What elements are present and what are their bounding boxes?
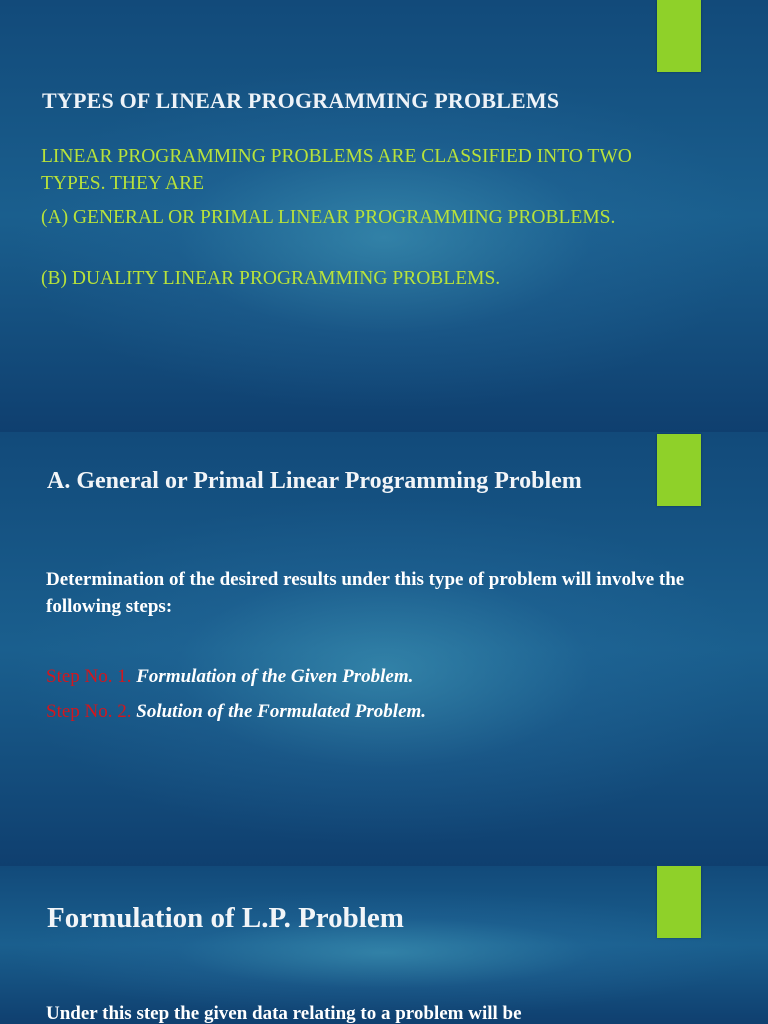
- step-1-text: Formulation of the Given Problem.: [131, 666, 414, 687]
- type-a-item: (A) GENERAL OR PRIMAL LINEAR PROGRAMMING PROBLEMS.: [41, 207, 616, 228]
- slide-general-primal-lp: [0, 432, 768, 866]
- accent-bar: [657, 0, 701, 72]
- slide-formulation-lp: [0, 866, 768, 1024]
- slide-title: A. General or Primal Linear Programming Problem: [47, 468, 582, 494]
- slide-types-of-lp: [0, 0, 768, 432]
- classification-intro: LINEAR PROGRAMMING PROBLEMS ARE CLASSIFIED INTO TWO TYPES. THEY ARE: [41, 146, 632, 194]
- step-2-label: Step No. 2.: [46, 701, 132, 722]
- step-1: [46, 664, 413, 690]
- step-2-text: Solution of the Formulated Problem.: [131, 701, 427, 722]
- accent-bar: [657, 434, 701, 506]
- slide-title: Formulation of L.P. Problem: [47, 902, 404, 934]
- type-b-item: (B) DUALITY LINEAR PROGRAMMING PROBLEMS.: [41, 268, 501, 289]
- slide-title: TYPES OF LINEAR PROGRAMMING PROBLEMS: [42, 88, 560, 113]
- steps-intro: Determination of the desired results under this type of problem will involve the following steps:: [46, 569, 685, 617]
- step-2: [46, 699, 426, 725]
- step-1-label: Step No. 1.: [46, 666, 132, 687]
- accent-bar: [657, 866, 701, 938]
- formulation-body: Under this step the given data relating to a problem will be: [46, 1003, 522, 1024]
